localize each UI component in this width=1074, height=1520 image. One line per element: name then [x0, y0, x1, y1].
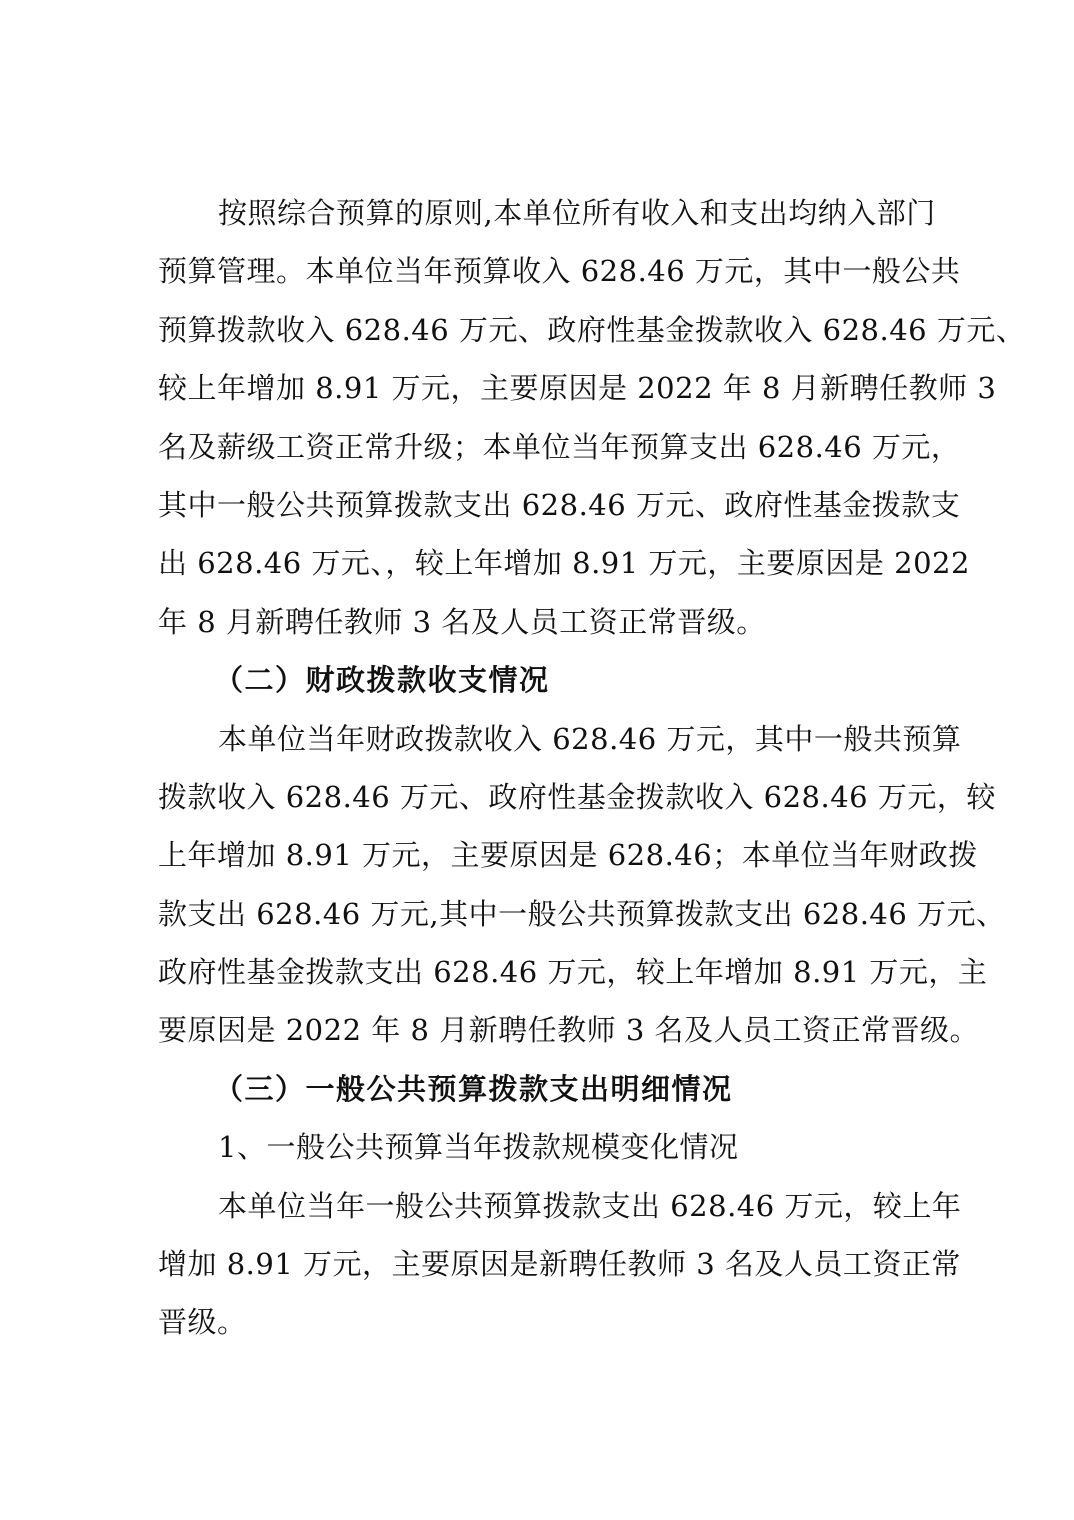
document-body: [158, 184, 1026, 1352]
paragraph-line: 增加 8.91 万元，主要原因是新聘任教师 3 名及人员工资正常: [158, 1247, 961, 1282]
paragraph-line: 要原因是 2022 年 8 月新聘任教师 3 名及人员工资正常晋级。: [158, 1013, 980, 1048]
section-heading: （二）财政拨款收支情况: [214, 663, 550, 698]
section-heading: （三）一般公共预算拨款支出明细情况: [214, 1071, 733, 1106]
paragraph-line: 名及薪级工资正常升级；本单位当年预算支出 628.46 万元，: [158, 429, 961, 464]
paragraph-line: 本单位当年财政拨款收入 628.46 万元，其中一般共预算: [218, 721, 962, 756]
paragraph-line: 政府性基金拨款支出 628.46 万元，较上年增加 8.91 万元，主: [158, 955, 988, 990]
paragraph-line: 上年增加 8.91 万元，主要原因是 628.46；本单位当年财政拨: [158, 838, 978, 873]
paragraph-line: 预算拨款收入 628.46 万元、政府性基金拨款收入 628.46 万元、: [158, 312, 1026, 347]
paragraph-line: 按照综合预算的原则,本单位所有收入和支出均纳入部门: [218, 196, 936, 230]
paragraph-line: 年 8 月新聘任教师 3 名及人员工资正常晋级。: [158, 604, 766, 639]
paragraph-line: 拨款收入 628.46 万元、政府性基金拨款收入 628.46 万元，较: [158, 779, 996, 814]
paragraph-line: 款支出 628.46 万元,其中一般公共预算拨款支出 628.46 万元、: [158, 896, 1006, 931]
paragraph-line: 预算管理。本单位当年预算收入 628.46 万元，其中一般公共: [158, 254, 961, 289]
paragraph-line: 其中一般公共预算拨款支出 628.46 万元、政府性基金拨款支: [158, 487, 961, 522]
paragraph-line: 晋级。: [158, 1305, 247, 1340]
paragraph-line: 本单位当年一般公共预算拨款支出 628.46 万元，较上年: [218, 1188, 962, 1223]
paragraph-line: 较上年增加 8.91 万元，主要原因是 2022 年 8 月新聘任教师 3: [158, 371, 997, 406]
paragraph-line: 出 628.46 万元、，较上年增加 8.91 万元，主要原因是 2022: [158, 546, 970, 581]
subsection-heading: 1、一般公共预算当年拨款规模变化情况: [218, 1130, 739, 1165]
